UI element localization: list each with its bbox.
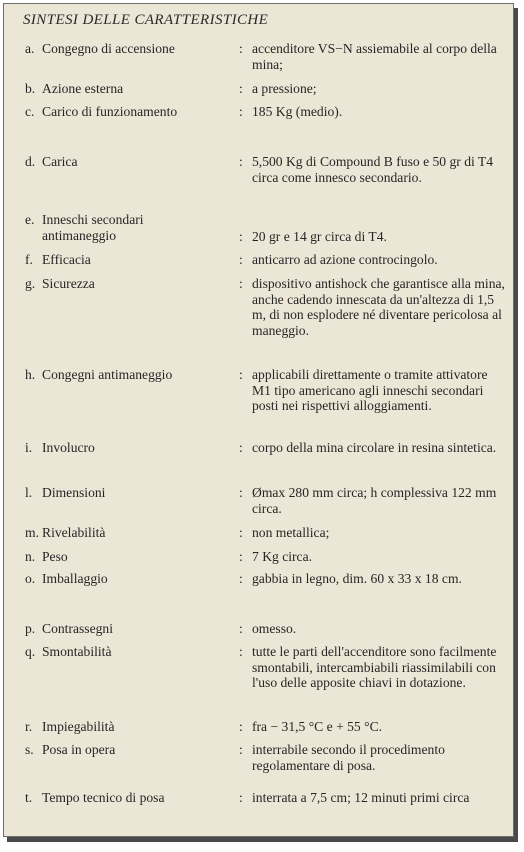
section-title: SINTESI DELLE CARATTERISTICHE [23, 12, 269, 28]
item-letter: h. [25, 367, 36, 382]
item-value: gabbia in legno, dim. 60 x 33 x 18 cm. [252, 571, 462, 586]
item-letter: d. [25, 154, 36, 169]
item-colon: : [239, 229, 243, 244]
item-value: 5,500 Kg di Compound B fuso e 50 gr di T4 circa come innesco secondario. [252, 154, 494, 185]
item-value: omesso. [252, 621, 297, 636]
item-letter: l. [25, 485, 33, 500]
item-label: Azione esterna [42, 81, 124, 96]
item-colon: : [239, 790, 243, 805]
item-value: 7 Kg circa. [252, 549, 313, 564]
item-colon: : [239, 742, 243, 757]
item-label: Congegno di accensione [42, 41, 175, 56]
item-letter: c. [25, 104, 35, 119]
item-value: dispositivo antishock che garantisce alla mina, anche cadendo innescata da un'altezza di 1,5 m, di non esplodere né diventare pericolosa al maneggio. [252, 276, 505, 338]
item-label: Carico di funzionamento [42, 104, 178, 119]
item-label: Posa in opera [42, 742, 116, 757]
item-letter: f. [25, 252, 33, 267]
item-colon: : [239, 719, 243, 734]
item-label: Rivelabilità [42, 525, 106, 540]
item-colon: : [239, 104, 243, 119]
item-colon: : [239, 41, 243, 56]
item-value: accenditore VS−N assiemabile al corpo della mina; [252, 41, 497, 72]
item-letter: b. [25, 81, 36, 96]
item-letter: m. [25, 525, 39, 540]
item-colon: : [239, 154, 243, 169]
item-label: Peso [42, 549, 68, 564]
item-label: Impiegabilità [42, 719, 115, 734]
document-page [3, 3, 514, 837]
item-colon: : [239, 571, 243, 586]
item-label: Tempo tecnico di posa [42, 790, 165, 805]
item-value: a pressione; [252, 81, 317, 96]
item-label: Contrassegni [42, 621, 113, 636]
item-letter: e. [25, 212, 35, 227]
item-letter: s. [25, 742, 34, 757]
item-value: 20 gr e 14 gr circa di T4. [252, 229, 387, 244]
item-value: tutte le parti dell'accenditore sono facilmente smontabili, intercambiabili riassimilabili con l'uso delle apposite chiavi in dotazione. [252, 644, 497, 690]
item-letter: i. [25, 440, 33, 455]
item-letter: p. [25, 621, 36, 636]
item-colon: : [239, 644, 243, 659]
item-letter: a. [25, 41, 35, 56]
item-label: Carica [42, 154, 78, 169]
item-letter: r. [25, 719, 33, 734]
item-value: applicabili direttamente o tramite attivatore M1 tipo americano agli inneschi secondari posti nei rispettivi alloggiamenti. [252, 367, 488, 413]
item-colon: : [239, 367, 243, 382]
item-letter: o. [25, 571, 36, 586]
item-value: 185 Kg (medio). [252, 104, 343, 119]
item-letter: n. [25, 549, 36, 564]
item-value: non metallica; [252, 525, 330, 540]
item-label: Inneschi secondari antimaneggio [42, 212, 144, 243]
item-value: anticarro ad azione controcingolo. [252, 252, 438, 267]
item-colon: : [239, 252, 243, 267]
item-letter: t. [25, 790, 33, 805]
item-value: interrata a 7,5 cm; 12 minuti primi circa [252, 790, 470, 805]
item-colon: : [239, 276, 243, 291]
item-colon: : [239, 485, 243, 500]
item-label: Involucro [42, 440, 95, 455]
item-letter: g. [25, 276, 36, 291]
item-colon: : [239, 81, 243, 96]
item-label: Smontabilità [42, 644, 112, 659]
item-value: interrabile secondo il procedimento regolamentare di posa. [252, 742, 445, 773]
item-label: Dimensioni [42, 485, 106, 500]
item-value: corpo della mina circolare in resina sintetica. [252, 440, 497, 455]
item-colon: : [239, 440, 243, 455]
item-label: Imballaggio [42, 571, 108, 586]
item-letter: q. [25, 644, 36, 659]
item-value: Ømax 280 mm circa; h complessiva 122 mm circa. [252, 485, 497, 516]
item-label: Efficacia [42, 252, 91, 267]
item-colon: : [239, 549, 243, 564]
item-colon: : [239, 621, 243, 636]
item-label: Congegni antimaneggio [42, 367, 173, 382]
item-colon: : [239, 525, 243, 540]
item-label: Sicurezza [42, 276, 95, 291]
item-value: fra − 31,5 °C e + 55 °C. [252, 719, 383, 734]
